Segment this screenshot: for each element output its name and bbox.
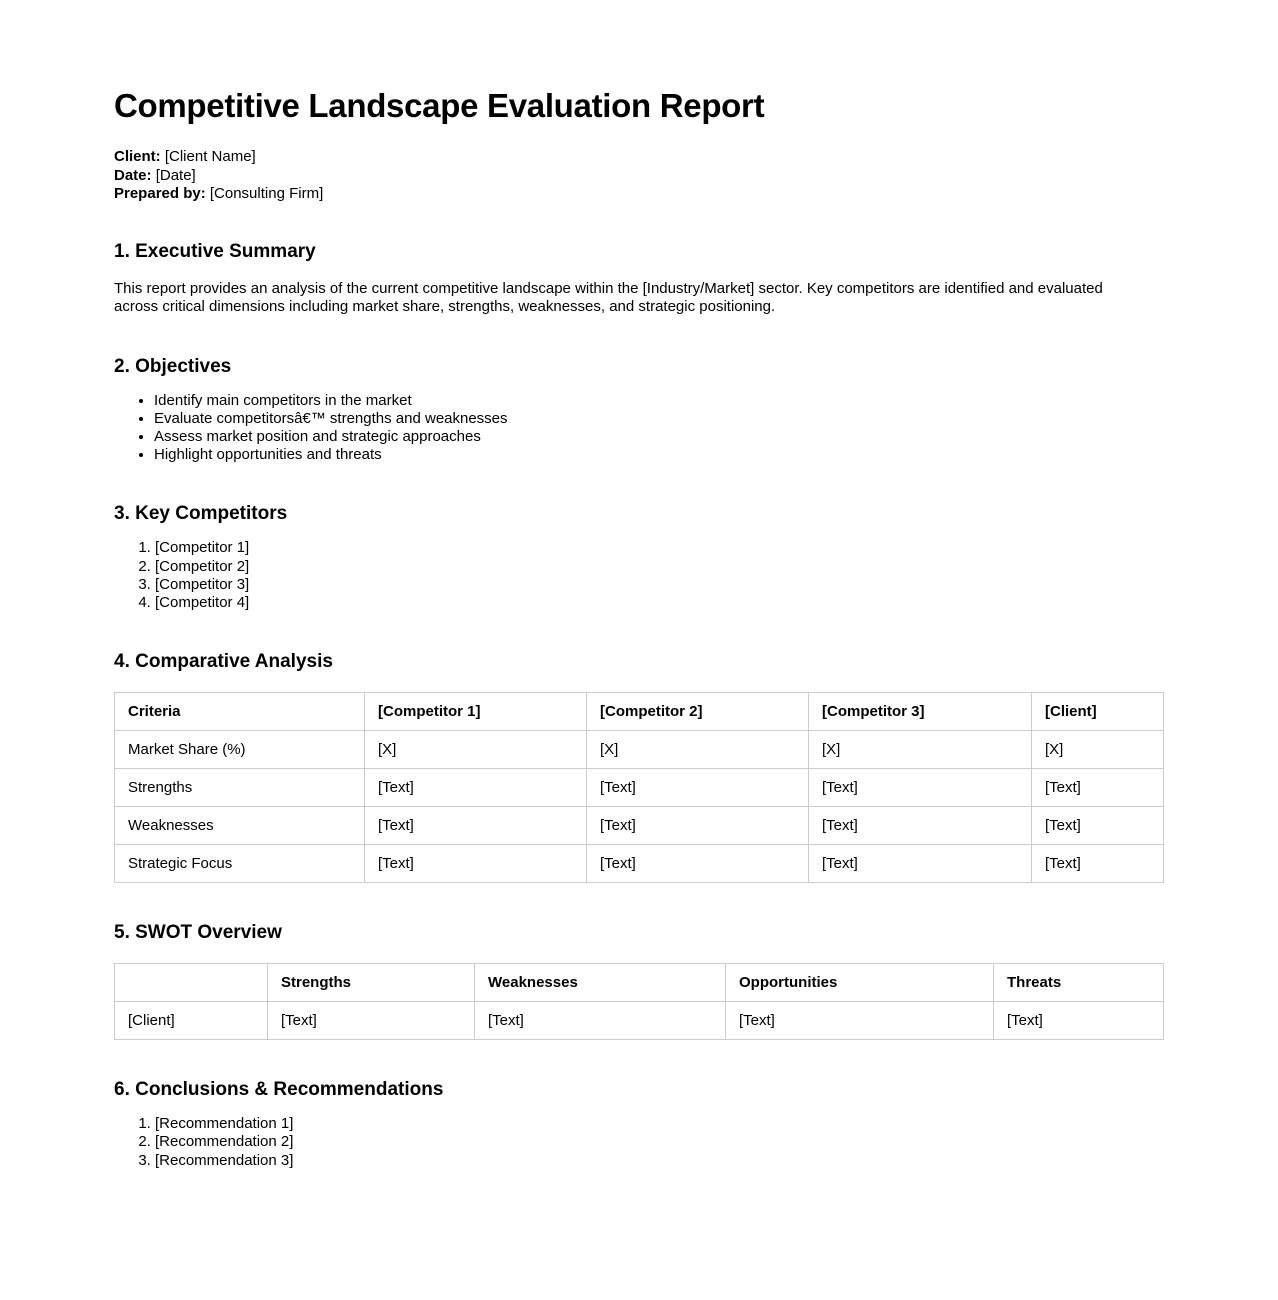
list-item: 2. [Competitor 2] [155,558,1163,576]
comparative-analysis-table [114,692,1164,883]
table-header-row [115,964,1164,1002]
page-title: Competitive Landscape Evaluation Report [114,87,765,124]
metadata-label-client: Client: [114,148,161,165]
table-row [115,731,1164,769]
section-heading-comparative-analysis: 4. Comparative Analysis [114,651,333,673]
table-cell: [Text] [809,807,1032,845]
table-cell: [Text] [994,1002,1164,1040]
table-row [115,769,1164,807]
executive-summary-paragraph: This report provides an analysis of the current competitive landscape within the [Industry/Market] sector. Key competitors are identified and evaluated across critical dimensions including market share, strengths, weaknesses, and strategic positioning. [114,279,1103,315]
table-cell: [X] [365,731,587,769]
swot-overview-table [114,963,1164,1040]
table-cell: Strategic Focus [115,845,365,883]
table-cell: [Client] [115,1002,268,1040]
table-cell: [Text] [1032,769,1164,807]
column-header-threats: Threats [994,964,1164,1002]
document-metadata [114,148,1163,204]
metadata-value-date: [Date] [155,166,196,184]
table-row [115,845,1164,883]
table-cell: [Text] [475,1002,726,1040]
metadata-row-prepared-by [114,185,1163,204]
list-item: • Assess market position and strategic approaches [154,428,1163,446]
metadata-label-prepared-by: Prepared by: [114,185,206,202]
table-header-row [115,693,1164,731]
table-cell: [Text] [268,1002,475,1040]
metadata-row-client [114,148,1163,167]
table-cell: [Text] [809,845,1032,883]
section-heading-key-competitors: 3. Key Competitors [114,503,288,525]
list-item: 2. [Recommendation 2] [155,1133,1163,1151]
section-heading-conclusions: 6. Conclusions & Recommendations [114,1079,444,1101]
table-cell: Market Share (%) [115,731,365,769]
table-row [115,1002,1164,1040]
table-cell: [Text] [587,769,809,807]
table-cell: [Text] [365,845,587,883]
table-cell: Strengths [115,769,365,807]
metadata-label-date: Date: [114,166,152,184]
metadata-value-prepared-by: [Consulting Firm] [209,185,324,202]
recommendations-list [114,1115,1163,1170]
table-cell: [Text] [587,807,809,845]
table-cell: [Text] [809,769,1032,807]
table-cell: [Text] [365,807,587,845]
table-cell: [X] [1032,731,1164,769]
column-header-competitor-3: [Competitor 3] [809,693,1032,731]
table-cell: [Text] [726,1002,994,1040]
list-item: 1. [Recommendation 1] [155,1115,1163,1133]
list-item: • Evaluate competitorsâ€™ strengths and weaknesses [154,410,1163,428]
table-cell: [Text] [587,845,809,883]
column-header-empty [115,964,268,1002]
key-competitors-list [114,539,1163,612]
column-header-strengths: Strengths [268,964,475,1002]
table-cell: [Text] [1032,845,1164,883]
list-item: 3. [Competitor 3] [155,576,1163,594]
list-item: 3. [Recommendation 3] [155,1152,1163,1170]
metadata-row-date [114,167,1163,186]
section-heading-objectives: 2. Objectives [114,355,232,377]
table-cell: Weaknesses [115,807,365,845]
table-cell: [Text] [365,769,587,807]
table-row [115,807,1164,845]
column-header-opportunities: Opportunities [726,964,994,1002]
objectives-list [114,392,1163,465]
column-header-weaknesses: Weaknesses [475,964,726,1002]
list-item: 4. [Competitor 4] [155,594,1163,612]
column-header-client: [Client] [1032,693,1164,731]
table-cell: [X] [587,731,809,769]
column-header-competitor-1: [Competitor 1] [365,693,587,731]
column-header-competitor-2: [Competitor 2] [587,693,809,731]
list-item: 1. [Competitor 1] [155,539,1163,557]
metadata-value-client: [Client Name] [164,148,256,165]
list-item: • Highlight opportunities and threats [154,446,1163,464]
section-heading-swot-overview: 5. SWOT Overview [114,922,282,944]
column-header-criteria: Criteria [115,693,365,731]
list-item: • Identify main competitors in the market [154,392,1163,410]
table-cell: [Text] [1032,807,1164,845]
section-heading-executive-summary: 1. Executive Summary [114,240,316,262]
table-cell: [X] [809,731,1032,769]
